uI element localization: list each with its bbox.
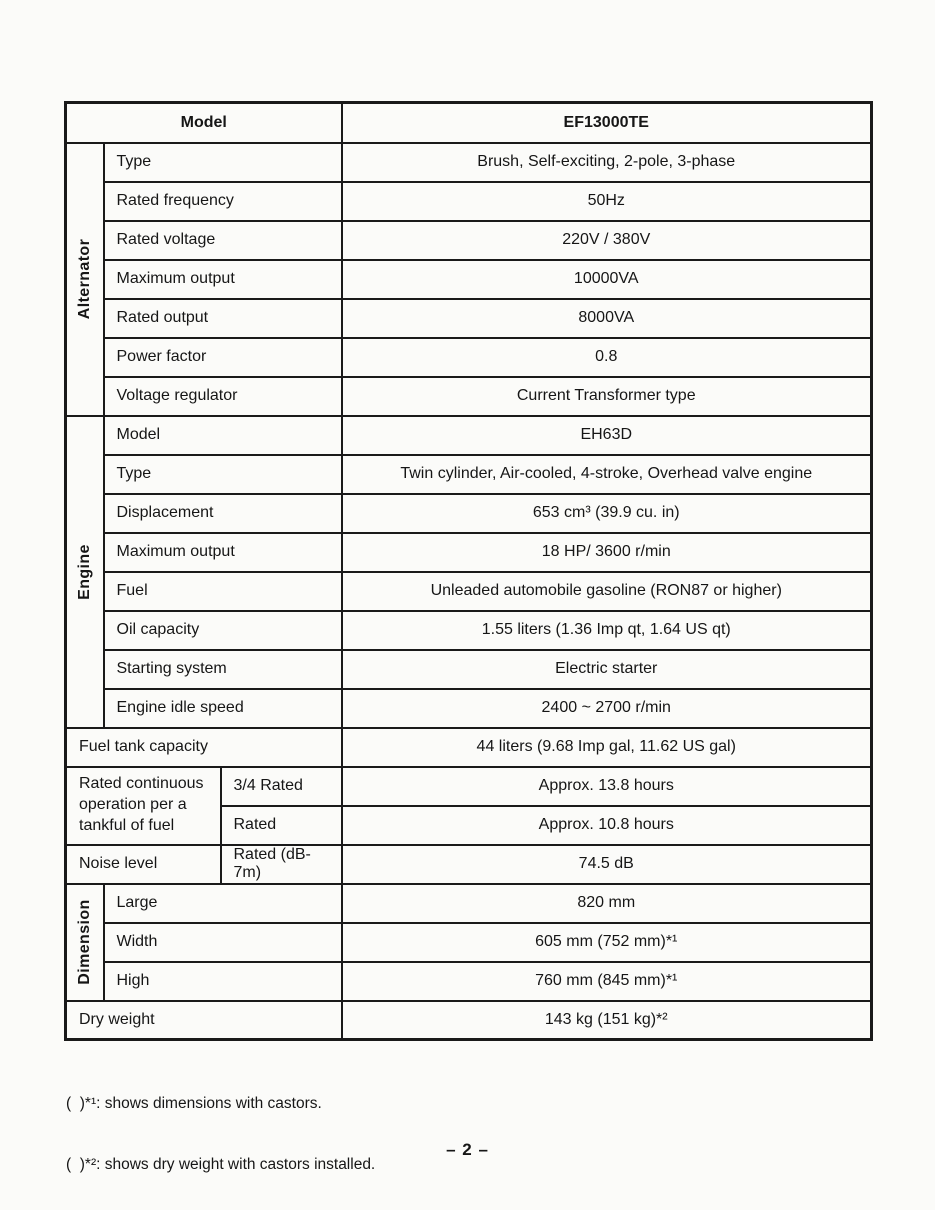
spec-value: 220V / 380V	[342, 221, 872, 260]
spec-label: Type	[104, 143, 342, 182]
spec-sub-label: Rated (dB-7m)	[221, 845, 342, 884]
spec-value: 8000VA	[342, 299, 872, 338]
spec-value: 18 HP/ 3600 r/min	[342, 533, 872, 572]
table-row	[66, 689, 872, 728]
table-row	[66, 182, 872, 221]
spec-value: Electric starter	[342, 650, 872, 689]
spec-label: Voltage regulator	[104, 377, 342, 416]
table-row	[66, 221, 872, 260]
spec-label: Power factor	[104, 338, 342, 377]
spec-label: Large	[104, 884, 342, 923]
spec-value: Twin cylinder, Air-cooled, 4-stroke, Overhead valve engine	[342, 455, 872, 494]
spec-value: 44 liters (9.68 Imp gal, 11.62 US gal)	[342, 728, 872, 767]
spec-value: 820 mm	[342, 884, 872, 923]
table-row	[66, 728, 872, 767]
table-row	[66, 611, 872, 650]
table-row	[66, 845, 872, 884]
spec-label: Rated frequency	[104, 182, 342, 221]
table-row	[66, 260, 872, 299]
spec-label: Type	[104, 455, 342, 494]
spec-value: Current Transformer type	[342, 377, 872, 416]
alternator-section-label: Alternator	[75, 238, 93, 320]
spec-label: High	[104, 962, 342, 1001]
dimension-section-cell	[66, 884, 104, 1001]
table-row	[66, 923, 872, 962]
table-row	[66, 767, 872, 806]
spec-value: 143 kg (151 kg)*²	[342, 1001, 872, 1040]
spec-label: Rated voltage	[104, 221, 342, 260]
footnote-castors-dimensions: ( )*¹: shows dimensions with castors.	[66, 1095, 322, 1112]
spec-label: Engine idle speed	[104, 689, 342, 728]
footnote-castors-weight: ( )*²: shows dry weight with castors installed.	[66, 1156, 376, 1173]
spec-value: 10000VA	[342, 260, 872, 299]
spec-value: 2400 ~ 2700 r/min	[342, 689, 872, 728]
table-row	[66, 377, 872, 416]
spec-value: 653 cm³ (39.9 cu. in)	[342, 494, 872, 533]
table-row	[66, 1001, 872, 1040]
spec-value: 0.8	[342, 338, 872, 377]
spec-label: Noise level	[66, 845, 221, 884]
table-row	[66, 103, 872, 143]
spec-value: 605 mm (752 mm)*¹	[342, 923, 872, 962]
engine-section-label: Engine	[75, 543, 93, 600]
spec-label: Starting system	[104, 650, 342, 689]
alternator-section-cell	[66, 143, 104, 416]
model-header-value: EF13000TE	[342, 103, 872, 143]
spec-value: Unleaded automobile gasoline (RON87 or higher)	[342, 572, 872, 611]
model-header-label: Model	[66, 103, 342, 143]
spec-label: Maximum output	[104, 260, 342, 299]
spec-value: Approx. 10.8 hours	[342, 806, 872, 845]
spec-value: 50Hz	[342, 182, 872, 221]
spec-value: 1.55 liters (1.36 Imp qt, 1.64 US qt)	[342, 611, 872, 650]
dimension-section-label: Dimension	[75, 899, 93, 985]
table-row	[66, 494, 872, 533]
page-number: – 2 –	[446, 1140, 489, 1159]
spec-sub-label: Rated	[221, 806, 342, 845]
spec-value: Brush, Self-exciting, 2-pole, 3-phase	[342, 143, 872, 182]
spec-label: Width	[104, 923, 342, 962]
table-row	[66, 416, 872, 455]
specifications-table	[64, 101, 873, 1041]
engine-section-cell	[66, 416, 104, 728]
spec-value: EH63D	[342, 416, 872, 455]
spec-label: Displacement	[104, 494, 342, 533]
spec-label: Fuel	[104, 572, 342, 611]
spec-label: Rated output	[104, 299, 342, 338]
table-row	[66, 299, 872, 338]
table-row	[66, 143, 872, 182]
table-row	[66, 455, 872, 494]
table-row	[66, 884, 872, 923]
spec-value: 760 mm (845 mm)*¹	[342, 962, 872, 1001]
spec-label: Maximum output	[104, 533, 342, 572]
spec-label: Rated continuous operation per a tankful of fuel	[66, 767, 221, 845]
spec-value: 74.5 dB	[342, 845, 872, 884]
table-row	[66, 962, 872, 1001]
table-row	[66, 650, 872, 689]
spec-label: Model	[104, 416, 342, 455]
spec-label: Oil capacity	[104, 611, 342, 650]
footnotes	[66, 1054, 375, 1210]
table-row	[66, 572, 872, 611]
table-row	[66, 533, 872, 572]
table-row	[66, 338, 872, 377]
spec-value: Approx. 13.8 hours	[342, 767, 872, 806]
spec-label: Fuel tank capacity	[66, 728, 342, 767]
spec-sub-label: 3/4 Rated	[221, 767, 342, 806]
spec-label: Dry weight	[66, 1001, 342, 1040]
